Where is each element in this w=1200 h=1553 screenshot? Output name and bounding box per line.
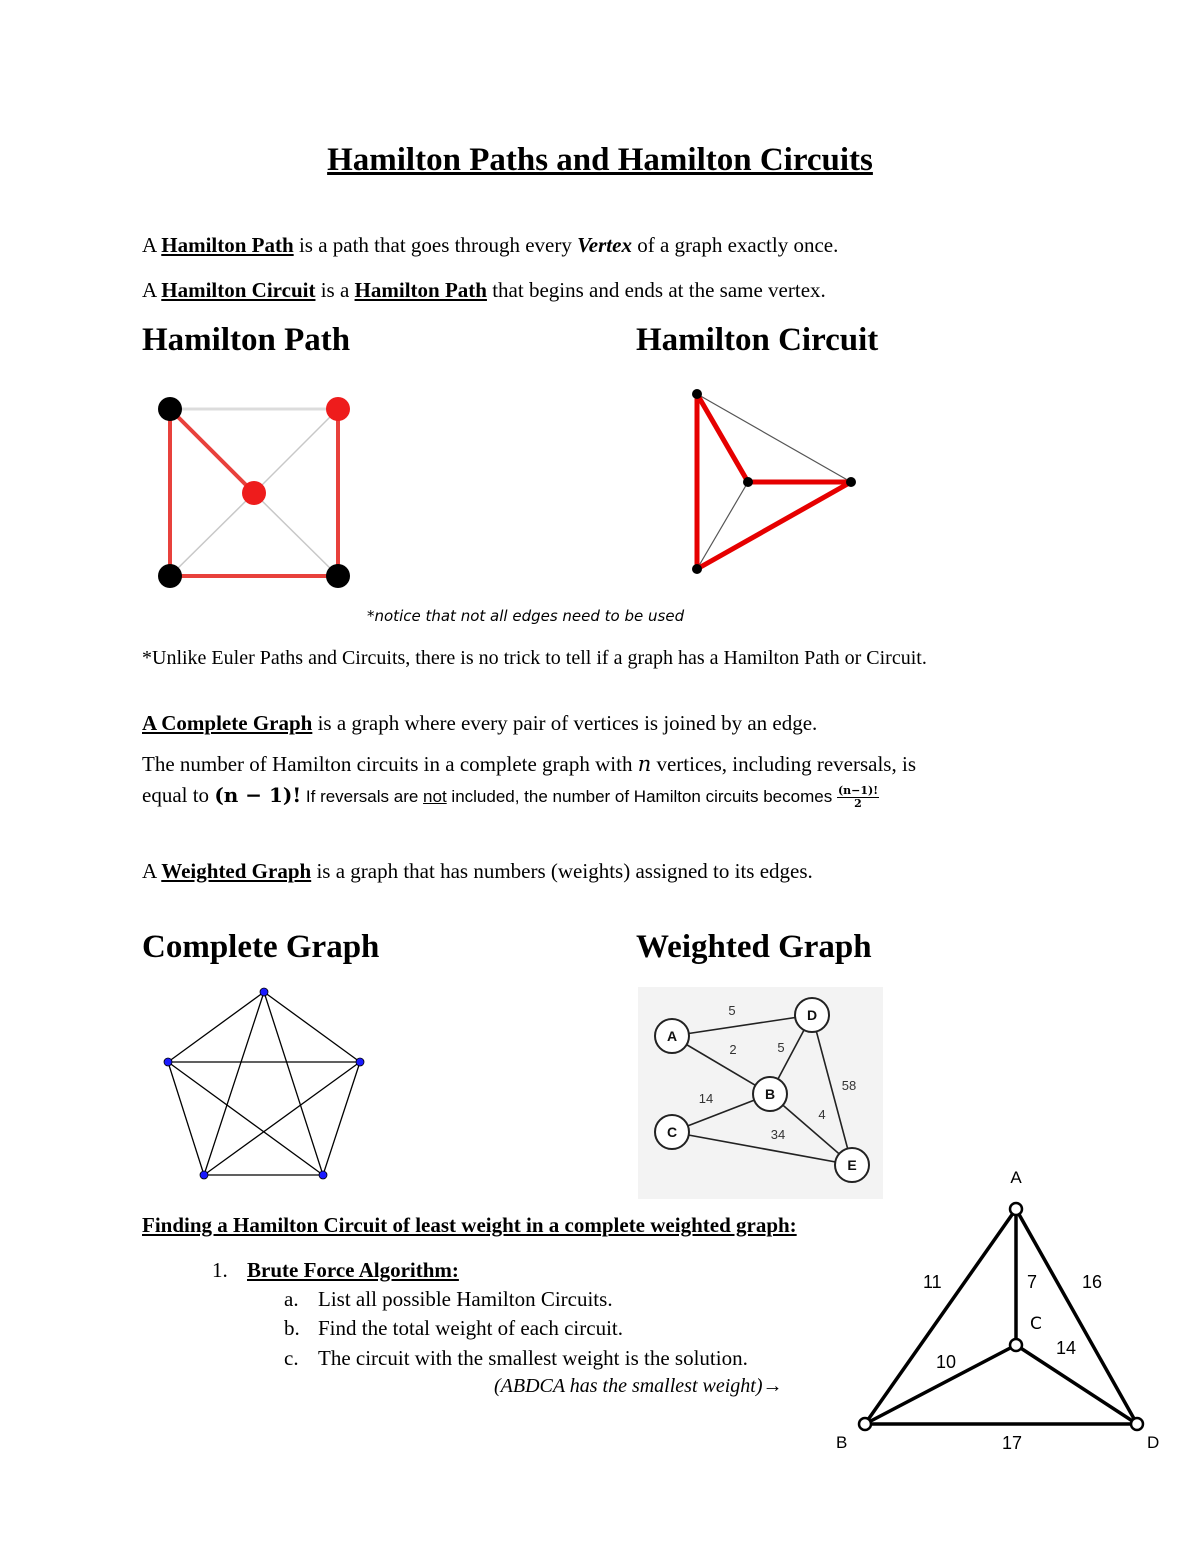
- variable-n: n: [637, 752, 652, 776]
- vertex: [846, 477, 856, 487]
- text: The number of Hamilton circuits in a complete graph with: [142, 752, 638, 776]
- vertex: [158, 397, 182, 421]
- step-marker: b.: [284, 1316, 300, 1340]
- algorithm-number: 1.: [212, 1258, 228, 1282]
- def-text: that begins and ends at the same vertex.: [486, 278, 826, 302]
- vertex-label: A: [666, 1028, 678, 1044]
- vertex-end: [326, 397, 350, 421]
- edge-weight: 58: [841, 1078, 857, 1093]
- edge-weight: 2: [729, 1042, 737, 1057]
- text: included, the number of Hamilton circuits becomes: [446, 787, 837, 806]
- vertex-label: C: [1030, 1314, 1042, 1334]
- edge-unused: [254, 493, 338, 576]
- page-title: Hamilton Paths and Hamilton Circuits: [327, 142, 873, 178]
- edge-weight: 14: [1056, 1338, 1077, 1358]
- hamilton-path-definition: [142, 233, 838, 258]
- heading-hamilton-circuit: Hamilton Circuit: [636, 322, 879, 358]
- text: vertices, including reversals, is: [651, 752, 916, 776]
- edge-weight: 11: [923, 1272, 942, 1292]
- conclusion-text: (ABDCA has the smallest weight): [494, 1375, 763, 1397]
- vertex: [743, 477, 753, 487]
- step-marker: c.: [284, 1346, 299, 1370]
- def-text: is a graph that has numbers (weights) assigned to its edges.: [311, 859, 813, 883]
- term-complete-graph: A Complete Graph: [142, 711, 313, 735]
- vertex: [319, 1171, 327, 1179]
- step-marker: a.: [284, 1287, 299, 1311]
- conclusion-note: [494, 1375, 783, 1398]
- edge-weight: 5: [777, 1040, 785, 1055]
- vertex-label: B: [836, 1433, 848, 1452]
- edge-circuit: [697, 394, 748, 482]
- edge-weight: 34: [770, 1127, 786, 1142]
- complete-graph-k5: [150, 980, 380, 1190]
- term-hamilton-path: Hamilton Path: [354, 278, 487, 302]
- vertex-label: D: [806, 1007, 818, 1023]
- def-text: A: [142, 859, 162, 883]
- def-text: is a: [315, 278, 355, 302]
- step-text: The circuit with the smallest weight is the solution.: [318, 1346, 748, 1370]
- weighted-graph-definition: [142, 859, 813, 884]
- vertex-label: A: [1010, 1168, 1022, 1187]
- def-text: is a path that goes through every: [293, 233, 578, 257]
- def-text: A: [142, 233, 162, 257]
- edge-unused: [254, 409, 338, 493]
- vertex-label: E: [847, 1157, 857, 1173]
- edge-unused: [170, 493, 254, 576]
- vertex: [260, 988, 268, 996]
- edge: [204, 992, 264, 1175]
- edge-weight: 5: [728, 1003, 736, 1018]
- vertex-label: B: [764, 1086, 776, 1102]
- edge: [168, 1062, 323, 1175]
- vertex-b: [859, 1418, 871, 1430]
- formula-n-minus-1-factorial: (n − 1)!: [214, 783, 302, 807]
- edge-weight: 4: [818, 1107, 826, 1122]
- def-text: is a graph where every pair of vertices is joined by an edge.: [312, 711, 818, 735]
- heading-weighted-graph: Weighted Graph: [636, 929, 872, 965]
- vertex: [200, 1171, 208, 1179]
- edge: [264, 992, 323, 1175]
- edge-weight: 10: [936, 1352, 957, 1372]
- finding-heading: Finding a Hamilton Circuit of least weight in a complete weighted graph:: [142, 1213, 797, 1237]
- vertex: [158, 564, 182, 588]
- def-text: of a graph exactly once.: [631, 233, 839, 257]
- step-text: Find the total weight of each circuit.: [318, 1316, 623, 1340]
- hamilton-circuit-definition: [142, 278, 826, 303]
- term-vertex: Vertex: [577, 233, 632, 257]
- hamilton-circuit-graph: [680, 380, 870, 585]
- vertex: [164, 1058, 172, 1066]
- vertex-start: [242, 481, 266, 505]
- edge: [168, 992, 264, 1062]
- fraction-formula: [837, 785, 879, 810]
- heading-hamilton-path: Hamilton Path: [142, 322, 351, 358]
- vertex-a: [1010, 1203, 1022, 1215]
- edge-weight: 14: [698, 1091, 714, 1106]
- vertex: [326, 564, 350, 588]
- text: equal to: [142, 783, 215, 807]
- vertex-d: [1131, 1418, 1143, 1430]
- notice-note: *notice that not all edges need to be used: [367, 607, 685, 625]
- vertex: [356, 1058, 364, 1066]
- vertex: [692, 564, 702, 574]
- term-weighted-graph: Weighted Graph: [161, 859, 312, 883]
- edge-a-b: [865, 1209, 1016, 1424]
- vertex-label: C: [666, 1124, 678, 1140]
- edge: [204, 1062, 360, 1175]
- text: If reversals are: [301, 787, 424, 806]
- edge-c-d: [1016, 1345, 1137, 1424]
- def-text: A: [142, 278, 162, 302]
- fraction-denominator: 2: [854, 796, 862, 810]
- edge-weight: 16: [1082, 1272, 1103, 1292]
- edge-path: [170, 409, 254, 493]
- emphasis-not: not: [423, 787, 447, 806]
- unlike-note: *Unlike Euler Paths and Circuits, there is no trick to tell if a graph has a Hamilton Path or Circuit.: [142, 647, 927, 669]
- vertex: [692, 389, 702, 399]
- hamilton-path-graph: [140, 380, 380, 600]
- fraction-numerator: (n−1)!: [837, 783, 879, 797]
- edge-circuit: [697, 482, 851, 569]
- edge: [323, 1062, 360, 1175]
- vertex-label: D: [1147, 1433, 1160, 1452]
- edge-weight: 7: [1027, 1272, 1038, 1292]
- circuit-count-formula-line: [142, 783, 879, 810]
- heading-complete-graph: Complete Graph: [142, 929, 380, 965]
- circuit-count-line: [142, 752, 916, 777]
- term-hamilton-path: Hamilton Path: [161, 233, 294, 257]
- vertex-c: [1010, 1339, 1022, 1351]
- edge-weight: 17: [1002, 1433, 1023, 1453]
- edge: [168, 1062, 204, 1175]
- edge: [264, 992, 360, 1062]
- brute-force-graph: [830, 1160, 1175, 1460]
- complete-graph-definition: [142, 711, 817, 736]
- step-text: List all possible Hamilton Circuits.: [318, 1287, 613, 1311]
- term-hamilton-circuit: Hamilton Circuit: [161, 278, 316, 302]
- algorithm-name: Brute Force Algorithm:: [247, 1258, 459, 1282]
- right-arrow-icon: →: [762, 1375, 783, 1397]
